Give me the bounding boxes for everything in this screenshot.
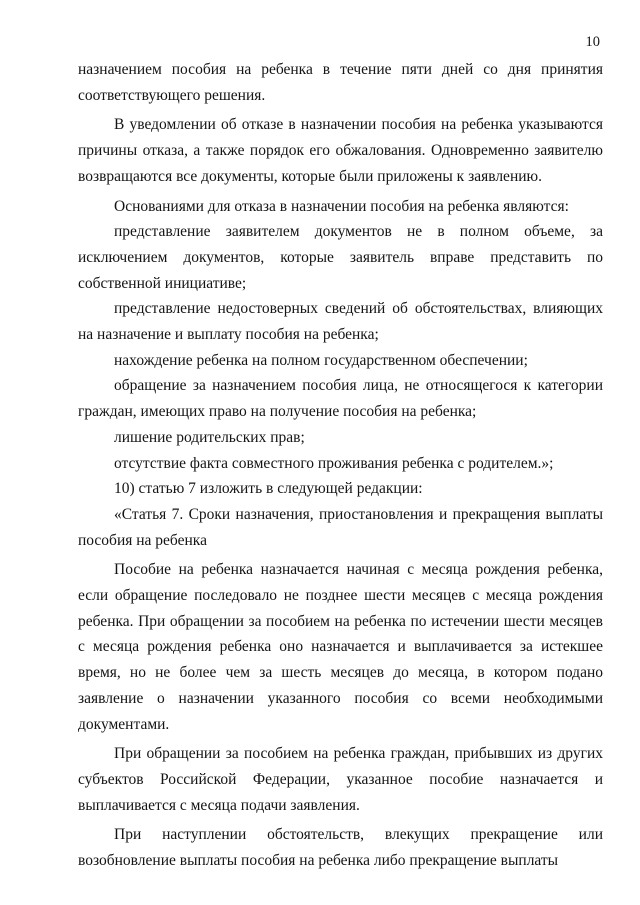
paragraph-ground-false-information: представление недостоверных сведений об обстоятельствах, влияющих на назначение и выплату пособия на ребенка; [78, 300, 603, 344]
paragraph-continuation: назначением пособия на ребенка в течение пяти дней со дня принятия соответствующего решения. [78, 61, 603, 104]
paragraph-ground-incomplete-documents: представление заявителем документов не в полном объеме, за исключением документов, которые заявитель вправе представить по собственной инициативе; [78, 223, 603, 292]
paragraph-ground-ineligible-applicant: обращение за назначением пособия лица, не относящегося к категории граждан, имеющих право на получение пособия на ребенка; [78, 377, 603, 421]
page-number: 10 [585, 34, 600, 50]
paragraph-refusal-grounds-intro: Основаниями для отказа в назначении пособия на ребенка являются: [114, 197, 569, 215]
paragraph-refusal-notice: В уведомлении об отказе в назначении пособия на ребенка указываются причины отказа, а также порядок его обжалования. Одновременно заявителю возвращаются все документы, которые были приложены к заявлению. [78, 116, 603, 185]
paragraph-arrivals-other-regions: При обращении за пособием на ребенка граждан, прибывших из других субъектов Российской Федерации, указанное пособие назначается и выплачивается с месяца подачи заявления. [78, 745, 603, 814]
paragraph-benefit-start-date: Пособие на ребенка назначается начиная с месяца рождения ребенка, если обращение последовало не позднее шести месяцев с месяца рождения ребенка. При обращении за пособием на ребенка по истечении шести месяцев с месяца рождения ребенка оно назначается и выплачивается за истекшее время, но не более чем за шесть месяцев до месяца, в котором подано заявление о назначении указанного пособия со всеми необходимыми документами. [78, 561, 603, 733]
paragraph-ground-state-support: нахождение ребенка на полном государственном обеспечении; [114, 351, 528, 369]
paragraph-termination-circumstances: При наступлении обстоятельств, влекущих прекращение или возобновление выплаты пособия на ребенка либо прекращение выплаты [78, 826, 603, 870]
paragraph-article-7-heading: «Статья 7. Сроки назначения, приостановления и прекращения выплаты пособия на ребенка [78, 505, 603, 549]
paragraph-ground-parental-rights: лишение родительских прав; [114, 428, 305, 446]
paragraph-amendment-item-10: 10) статью 7 изложить в следующей редакции: [114, 480, 423, 498]
paragraph-ground-no-cohabitation: отсутствие факта совместного проживания ребенка с родителем.»; [114, 454, 554, 472]
document-body [78, 0, 603, 874]
